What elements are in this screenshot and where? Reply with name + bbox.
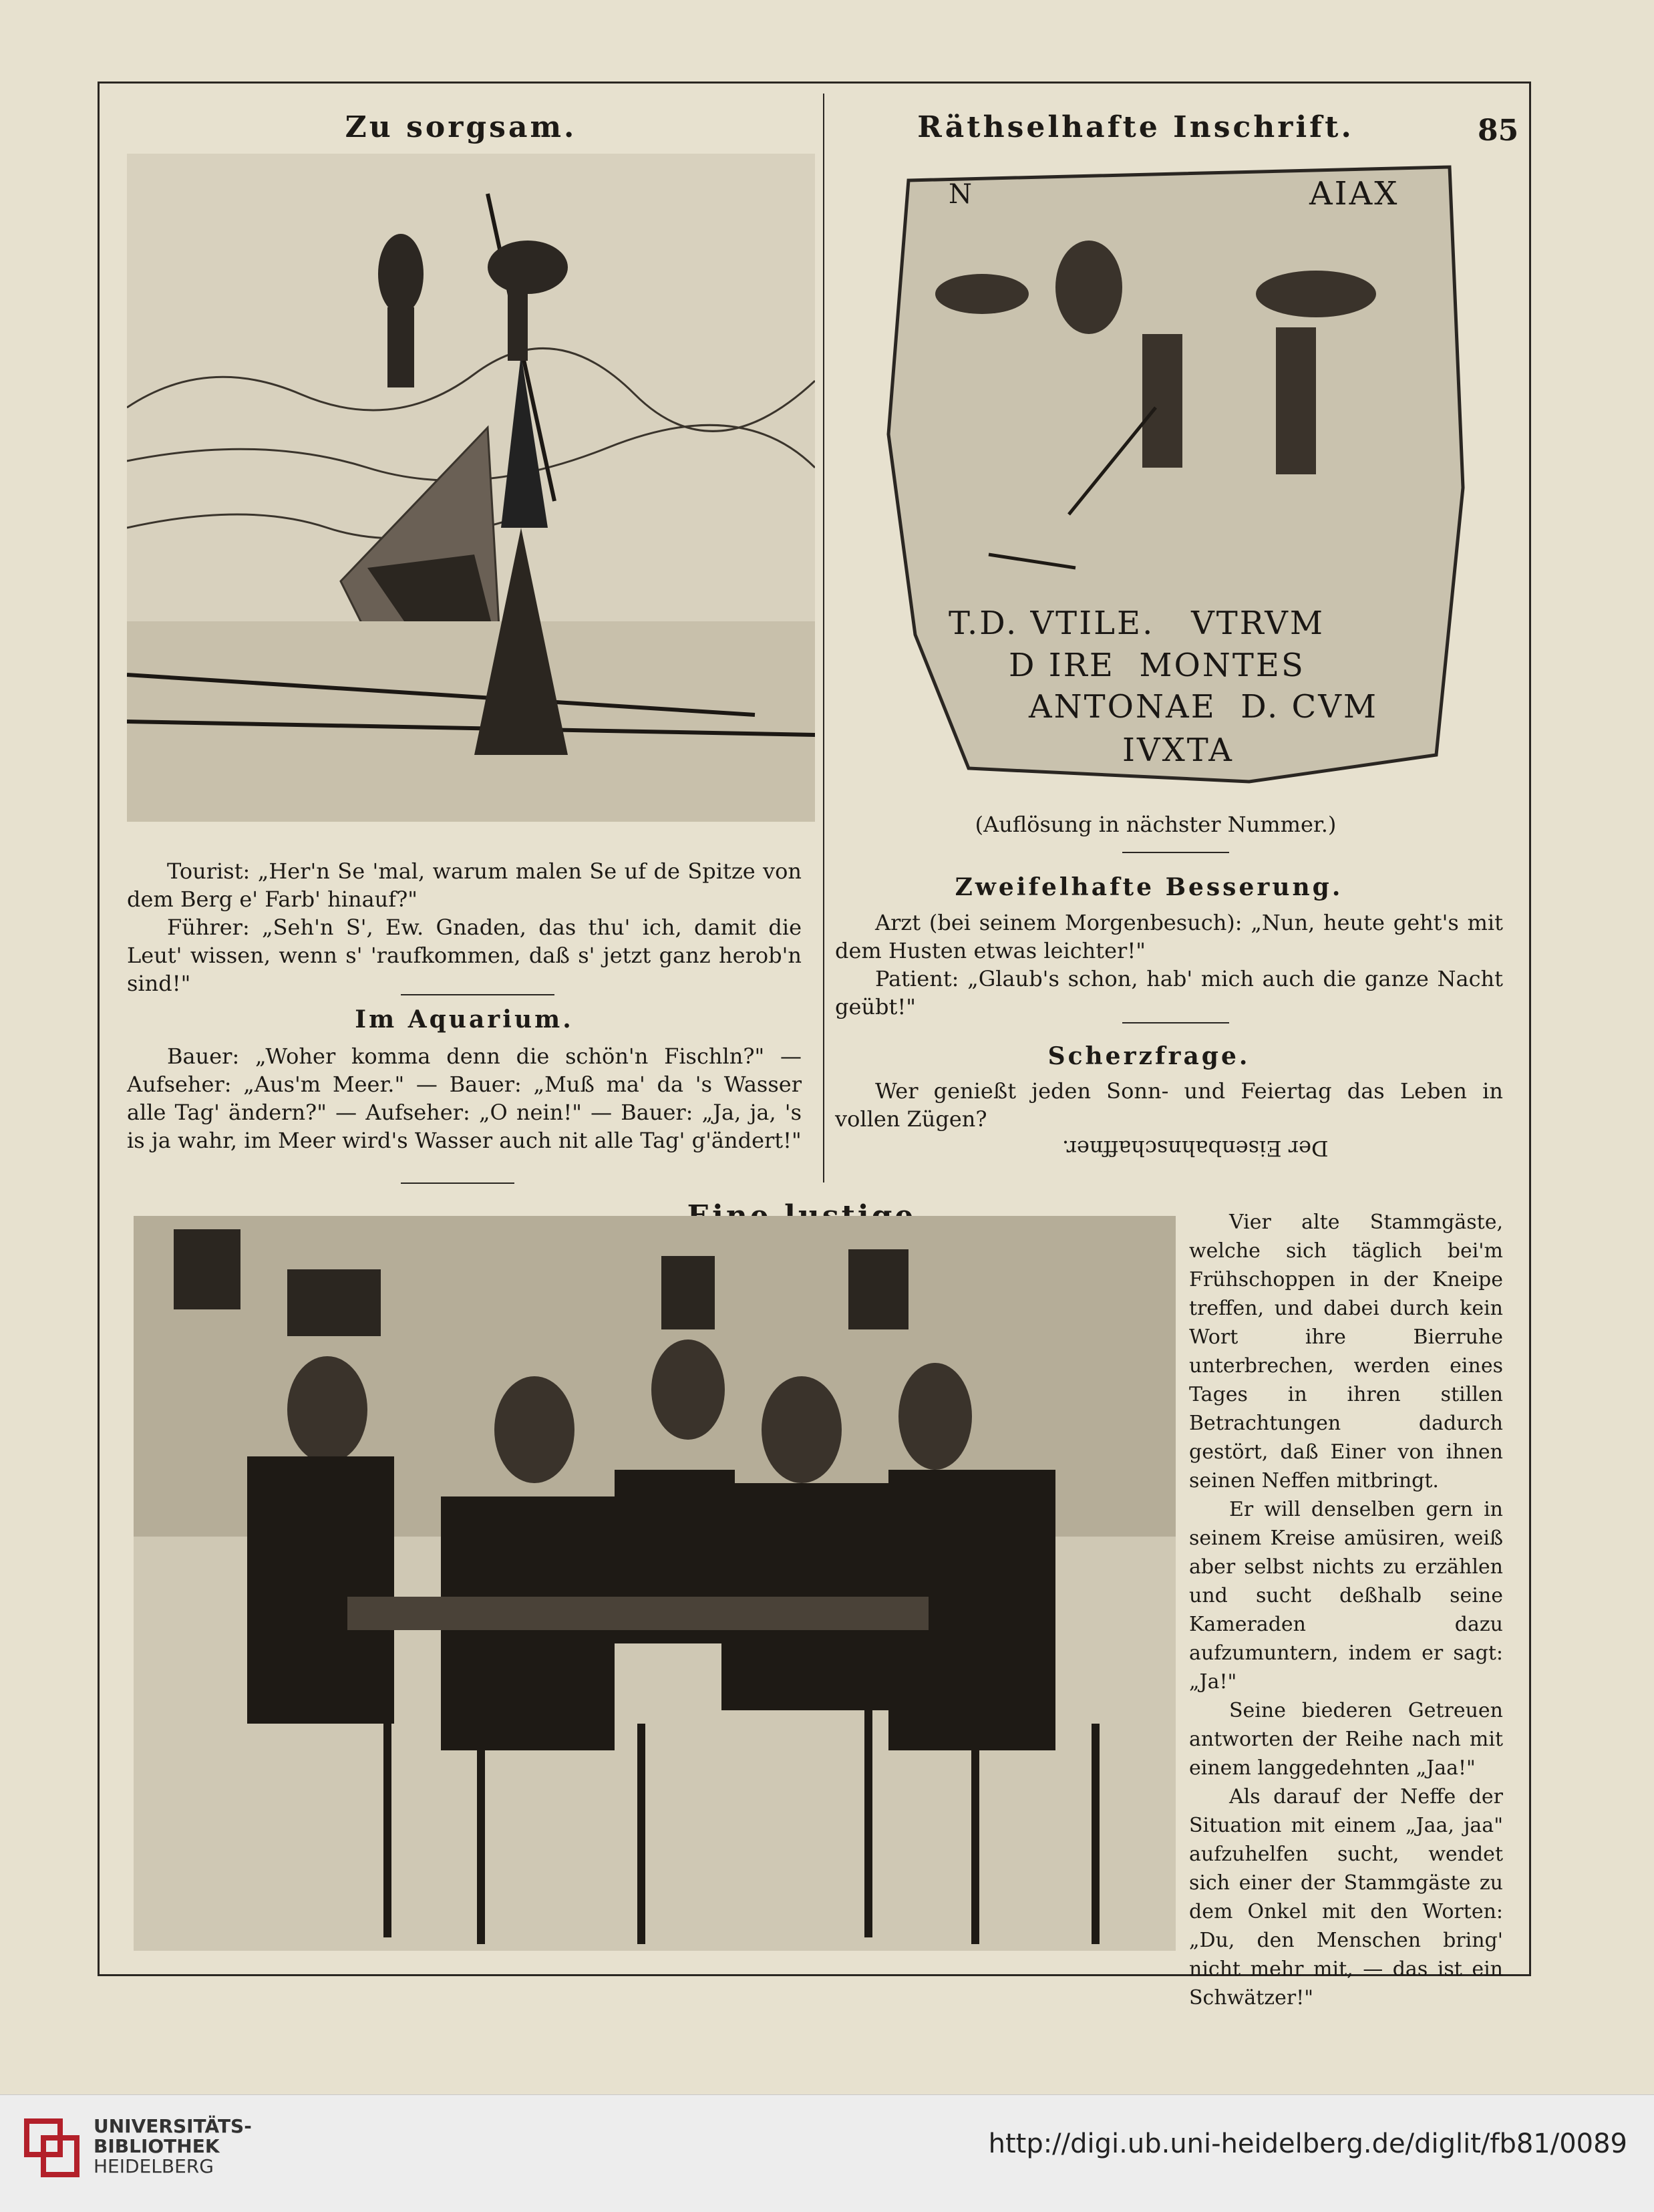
university-library-logo [20,2108,87,2188]
riddle-title: Scherzfrage. [1047,1042,1251,1070]
tavern-illustration [134,1216,1176,1951]
left-title: Zu sorgsam. [345,110,577,144]
guide-line: Führer: „Seh'n S', Ew. Gnaden, das thu' ich, damit die Leut' wissen, wenn s' 'raufkommen, daß s' jetzt ganz herob'n sind!" [127,915,802,996]
inscription-line-2: D IRE MONTES [1009,647,1305,684]
story-paragraph-2: Er will denselben gern in seinem Kreise amüsiren, weiß aber selbst nichts zu erzählen und sucht deßhalb seine Kameraden dazu aufzumuntern, indem er sagt: „Ja!" [1189,1498,1503,1694]
library-line-3: HEIDELBERG [94,2155,214,2177]
doctor-line: Arzt (bei seinem Morgenbesuch): „Nun, heute geht's mit dem Husten etwas leichter!" [835,910,1503,963]
aquarium-title: Im Aquarium. [355,1005,574,1034]
inscription-line-4: IVXTA [1122,732,1234,769]
story-paragraph-1: Vier alte Stammgäste, welche sich täglich bei'm Frühschoppen in der Kneipe treffen, und dabei durch kein Wort ihre Bierruhe unterbrechen, werden eines Tages in ihren stillen Betrachtungen dadurch gestört, daß Einer von ihnen seinen Neffen mitbringt. [1189,1211,1503,1492]
aquarium-text [127,1042,802,1154]
inscription-top-right: AIAX [1309,175,1399,212]
mountain-illustration [127,154,815,822]
riddle-answer-upside-down: Der Eisenbahnschaffner. [1062,1136,1329,1161]
story-paragraph-4: Als darauf der Neffe der Situation mit einem „Jaa, jaa" aufzuhelfen sucht, wendet sich einer der Stammgäste zu dem Onkel mit den Worten: „Du, den Menschen bring' nicht mehr mit, — das ist ein Schwätzer!" [1189,1785,1503,2010]
left-dialogue [127,857,802,997]
library-line-1: UNIVERSITÄTS- [94,2115,252,2137]
improvement-title: Zweifelhafte Besserung. [955,873,1343,901]
inscription-top-left: N [949,179,974,210]
story-paragraph-3: Seine biederen Getreuen antworten der Reihe nach mit einem langgedehnten „Jaa!" [1189,1699,1503,1780]
riddle-question: Wer genießt jeden Sonn- und Feiertag das Leben in vollen Zügen? [835,1078,1503,1132]
column-divider [823,94,824,1182]
bottom-story [1189,1208,1503,2012]
inscription-line-1: T.D. VTILE. VTRVM [949,605,1325,642]
library-line-2: BIBLIOTHEK [94,2135,220,2157]
separator-right-1 [1122,852,1229,853]
right-title: Räthselhafte Inschrift. [917,110,1354,144]
permalink[interactable]: http://digi.ub.uni-heidelberg.de/diglit/fb81/0089 [988,2128,1627,2159]
separator-left-1 [401,994,554,995]
tourist-line: Tourist: „Her'n Se 'mal, warum malen Se uf de Spitze von dem Berg e' Farb' hinauf?" [127,858,802,912]
improvement-text [835,909,1503,1021]
aquarium-paragraph: Bauer: „Woher komma denn die schön'n Fischln?" — Aufseher: „Aus'm Meer." — Bauer: „Muß ma' da 's Wasser alle Tag' ändern?" — Aufseher: „O nein!" — Bauer: „Ja, ja, 's is ja wahr, im Meer wird's Wasser auch nit alle Tag' g'ändert!" [127,1044,802,1153]
inscription-caption: (Auflösung in nächster Nummer.) [975,812,1337,837]
page-number: 85 [1478,114,1519,148]
library-name [94,2116,252,2177]
riddle-text [835,1077,1503,1133]
inscription-line-3: ANTONAE D. CVM [1029,688,1379,726]
separator-right-2 [1122,1022,1229,1023]
patient-line: Patient: „Glaub's schon, hab' mich auch die ganze Nacht geübt!" [835,966,1503,1019]
separator-left-2 [401,1182,514,1184]
